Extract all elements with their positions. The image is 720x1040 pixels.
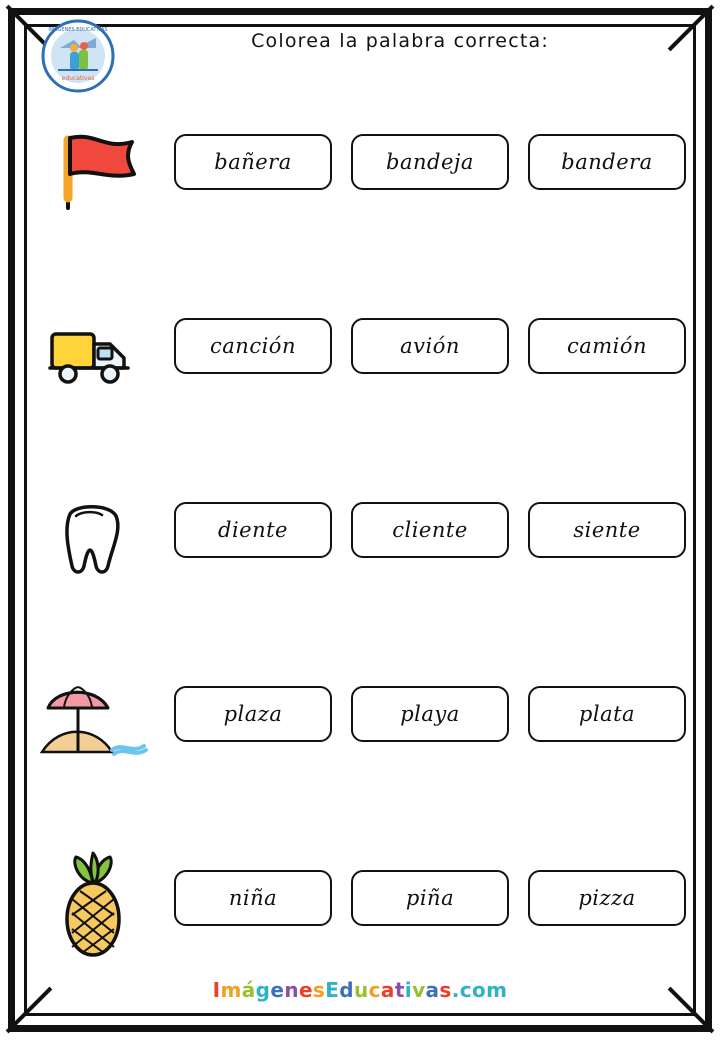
exercise-row xyxy=(34,480,686,664)
word-option-label: cliente xyxy=(392,518,468,542)
watermark-letter: a xyxy=(380,978,395,1002)
word-option[interactable] xyxy=(174,318,332,374)
word-option-label: niña xyxy=(228,886,278,910)
exercise-row xyxy=(34,664,686,848)
option-group xyxy=(174,318,686,374)
watermark-letter: t xyxy=(394,978,405,1002)
watermark-letter: u xyxy=(354,978,369,1002)
corner-ornament-top-right xyxy=(668,6,714,52)
word-option-label: diente xyxy=(218,518,288,542)
truck-icon xyxy=(34,296,152,414)
beach-umbrella-icon xyxy=(34,664,152,782)
word-option-label: pizza xyxy=(578,886,636,910)
watermark-letter: n xyxy=(284,978,299,1002)
word-option[interactable] xyxy=(528,502,686,558)
word-option[interactable] xyxy=(174,134,332,190)
watermark-letter: s xyxy=(312,978,326,1002)
watermark-letter: I xyxy=(212,978,221,1002)
word-option-label: piña xyxy=(405,886,455,910)
word-option[interactable] xyxy=(174,870,332,926)
word-option[interactable] xyxy=(528,686,686,742)
watermark-letter: m xyxy=(220,978,242,1002)
word-option[interactable] xyxy=(351,686,509,742)
watermark-letter: á xyxy=(241,978,256,1002)
watermark-letter: E xyxy=(325,978,340,1002)
watermark-letter: c xyxy=(368,978,381,1002)
watermark-letter: v xyxy=(412,978,426,1002)
watermark-letter: .com xyxy=(451,978,508,1002)
option-group xyxy=(174,502,686,558)
word-option[interactable] xyxy=(351,502,509,558)
word-option[interactable] xyxy=(351,134,509,190)
word-option-label: siente xyxy=(573,518,641,542)
exercise-rows xyxy=(34,112,686,1032)
flag-icon xyxy=(34,112,152,230)
word-option[interactable] xyxy=(528,870,686,926)
word-option[interactable] xyxy=(174,502,332,558)
option-group xyxy=(174,134,686,190)
word-option[interactable] xyxy=(528,134,686,190)
watermark-letter: a xyxy=(425,978,440,1002)
word-option[interactable] xyxy=(351,870,509,926)
word-option-label: avión xyxy=(400,334,460,358)
option-group xyxy=(174,870,686,926)
word-option-label: playa xyxy=(400,702,460,726)
site-watermark xyxy=(0,978,720,1002)
watermark-letter: e xyxy=(298,978,313,1002)
watermark-letter: i xyxy=(404,978,413,1002)
word-option[interactable] xyxy=(351,318,509,374)
word-option-label: bañera xyxy=(214,150,292,174)
svg-text:educativas: educativas xyxy=(61,75,95,82)
pineapple-icon xyxy=(34,848,152,966)
exercise-row xyxy=(34,848,686,1032)
imagenes-educativas-badge-logo-icon xyxy=(40,18,116,94)
word-option-label: plaza xyxy=(223,702,283,726)
word-option-label: bandera xyxy=(561,150,653,174)
watermark-letter: e xyxy=(270,978,285,1002)
word-option-label: bandeja xyxy=(386,150,474,174)
option-group xyxy=(174,686,686,742)
exercise-row xyxy=(34,112,686,296)
page-title: Colorea la palabra correcta: xyxy=(251,30,549,52)
word-option-label: plata xyxy=(578,702,636,726)
watermark-letter: d xyxy=(339,978,355,1002)
watermark-letter: s xyxy=(439,978,452,1002)
exercise-row xyxy=(34,296,686,480)
watermark-letter: g xyxy=(255,978,271,1002)
word-option-label: canción xyxy=(210,334,296,358)
svg-text:IMÁGENES EDUCATIVAS: IMÁGENES EDUCATIVAS xyxy=(48,27,108,33)
word-option-label: camión xyxy=(566,334,648,358)
word-option[interactable] xyxy=(528,318,686,374)
tooth-icon xyxy=(34,480,152,598)
word-option[interactable] xyxy=(174,686,332,742)
